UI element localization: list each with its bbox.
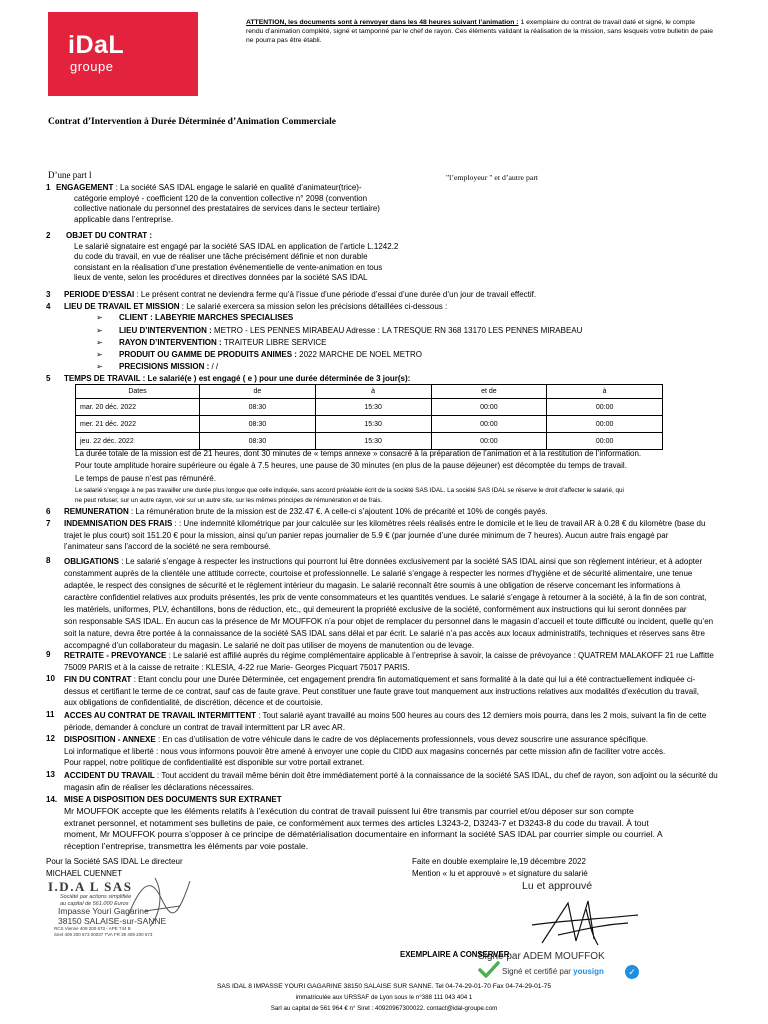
section-text: : Le salarié s’engage à respecter les instructions qui pourront lui être données exclusivement par la société SAS IDAL ainsi que son règlement intérieur, et à adopter bbox=[118, 557, 703, 566]
table-cell: 15:30 bbox=[315, 416, 431, 433]
stamp-registration: RCS Vienne 409 200 673 - APE 744 B bbox=[54, 926, 131, 931]
section-text: : Le salarié est affilié auprès du régime complémentaire applicable à l’entreprise à savoir, la caisse de prévoyance : QUATREM MALAKOFF 21 rue Laffitte bbox=[166, 651, 714, 660]
section-number: 7 bbox=[46, 519, 51, 528]
section-text: applicable dans l’entreprise. bbox=[74, 214, 174, 224]
section-number: 4 bbox=[46, 302, 51, 311]
certified-block bbox=[502, 967, 604, 978]
section-number: 5 bbox=[46, 374, 51, 383]
stamp-text: au capital de 561.000 Euros bbox=[60, 900, 129, 907]
table-cell: 15:30 bbox=[315, 433, 431, 450]
section-number: 6 bbox=[46, 507, 51, 516]
logo-text: iDaL bbox=[68, 31, 125, 59]
table-cell: 00:00 bbox=[547, 416, 663, 433]
section-heading: MISE A DISPOSITION DES DOCUMENTS SUR EXTRANET bbox=[64, 795, 282, 804]
section-text: moment, Mr MOUFFOK pourra s’opposer à ce principe de dématérialisation documentaire en informant la société SAS IDAL par courrier simple ou courriel. A bbox=[64, 829, 663, 839]
section-heading: DISPOSITION - ANNEXE bbox=[64, 735, 156, 744]
detail-label: PRECISIONS MISSION : bbox=[119, 362, 210, 371]
section-text: caractère confidentiel relatives aux produits présentés, les prix de vente consommateurs et les quantités vendues. Le salarié s’engage à retourner à la société, à la fin de son contrat, bbox=[64, 593, 707, 602]
table-cell: 00:00 bbox=[547, 433, 663, 450]
table-cell: 00:00 bbox=[431, 433, 547, 450]
section-heading: RETRAITE - PREVOYANCE bbox=[64, 651, 167, 660]
approved-text: Lu et approuvé bbox=[522, 880, 593, 892]
section-heading: OBLIGATIONS bbox=[64, 557, 119, 566]
column-header: à bbox=[547, 385, 663, 399]
section-heading: ACCIDENT DU TRAVAIL bbox=[64, 771, 155, 780]
detail-value: METRO - LES PENNES MIRABEAU Adresse : LA TRESQUE RN 368 13170 LES PENNES MIRABEAU bbox=[213, 326, 583, 335]
table-cell: 08:30 bbox=[200, 416, 316, 433]
table-cell: 00:00 bbox=[431, 416, 547, 433]
section-text: : La société SAS IDAL engage le salarié en qualité d’animateur(trice)- bbox=[113, 183, 362, 192]
section-text: collective nationale du personnel des prestataires de services dans le secteur tertiaire) bbox=[74, 204, 380, 213]
section-text: dessus et certifiant le terme de ce contrat, sauf cas de faute grave. Peut constituer une faute grave tout manquement aux instructions relatives aux modalités d’exécution du travail, bbox=[64, 686, 700, 696]
section-text: 75009 PARIS et à la caisse de retraite : KLESIA, 4-22 rue Marie- Georges Picquart 75017 PARIS. bbox=[64, 663, 410, 672]
section-text: catégorie employé - coefficient 120 de la convention collective n° 2098 (convention bbox=[74, 193, 368, 203]
section-number: 8 bbox=[46, 556, 51, 565]
section-text: : Tout accident du travail même bénin doit être immédiatement porté à la connaissance de la société SAS IDAL, du chef de rayon, son adjoint ou la sécurité du bbox=[154, 771, 718, 780]
table-cell: 08:30 bbox=[200, 433, 316, 450]
section-text: Loi informatique et liberté : nous vous informons pouvoir être amené à envoyer une copie du CIDD aux magasins concernés par cette mission afin de faciliter votre accès. bbox=[64, 746, 666, 756]
section-text: : Tout salarié ayant travaillé au moins 500 heures au cours des 12 derniers mois pourra, dans les 2 mois, suivant la fin de cette bbox=[256, 711, 707, 720]
check-icon bbox=[478, 961, 500, 979]
section-heading: PERIODE D’ESSAI bbox=[64, 290, 135, 299]
table-row bbox=[76, 399, 663, 416]
table-cell: 15:30 bbox=[315, 399, 431, 416]
arrow-bullet-icon: ➢ bbox=[96, 362, 103, 371]
section-number: 2 bbox=[46, 231, 51, 240]
party-two: "l’employeur " et d’autre part bbox=[446, 173, 539, 182]
notice-text: 1 exemplaire du contrat de travail daté et signé, le compte rendu d’animation complété, signé et tamponné par le chef de rayon. Ces éléments validant la réalisation de la mission, sans lesquels votre bulletin de paie ne pourra pas être établi. bbox=[246, 19, 713, 44]
footer-address: SAS IDAL 8 IMPASSE YOURI GAGARINE 38150 SALAISE SUR SANNE. Tel 04-74-29-01-70 Fax 04-74-29-01-75 bbox=[217, 983, 551, 990]
employee-signoff bbox=[412, 856, 588, 880]
section-number: 12 bbox=[46, 734, 55, 743]
section-text: aux obligations de confidentialité, de discrétion, décence et de courtoisie. bbox=[64, 698, 323, 707]
table-header-row bbox=[76, 385, 663, 399]
table-row bbox=[76, 416, 663, 433]
table-cell: 08:30 bbox=[200, 399, 316, 416]
section-text: : La rémunération brute de la mission est de 232.47 €. A celle-ci s’ajoutent 10% de précarité et 10% de congés payés. bbox=[128, 507, 548, 516]
section-number: 3 bbox=[46, 290, 51, 299]
assignment-text: ne peut refuser, sur un autre rayon, voir sur un autre site, sur les mêmes principes de rémunération et de frais. bbox=[75, 497, 383, 504]
section-text: magasin afin de réaliser les déclarations nécessaires. bbox=[64, 782, 254, 792]
table-cell: mar. 20 déc. 2022 bbox=[76, 399, 200, 416]
schedule-table bbox=[75, 384, 663, 450]
section-text: consistant en la réalisation d’une prestation événementielle de vente-animation en tous bbox=[74, 262, 383, 272]
footer-capital: Sarl au capital de 561 964 € n° Siret : 40920967300022. contact@idal-groupe.com bbox=[270, 1005, 498, 1012]
stamp-text: Société par actions simplifiée bbox=[60, 894, 132, 900]
return-notice bbox=[246, 18, 714, 45]
section-text: : Le présent contrat ne deviendra ferme qu’à l’issue d’une période d’essai d’une durée d’un jour de travail effectif. bbox=[134, 290, 537, 299]
table-cell: 00:00 bbox=[547, 399, 663, 416]
document-title: Contrat d’Intervention à Durée Déterminée d’Animation Commerciale bbox=[48, 117, 336, 127]
section-heading: LIEU DE TRAVAIL ET MISSION bbox=[64, 302, 180, 311]
mission-duration-text: La durée totale de la mission est de 21 heures, dont 30 minutes de « temps annexe » consacré à la préparation de l’animation et à la restitution de l’information. bbox=[75, 449, 642, 458]
footer-registration: immatriculée aux URSSAF de Lyon sous le n°388 111 043 404 1 bbox=[295, 994, 473, 1001]
detail-value: / / bbox=[209, 362, 219, 371]
section-heading: OBJET DU CONTRAT : bbox=[66, 231, 153, 240]
certified-text: Signé et certifié par bbox=[502, 967, 571, 976]
section-text: : Etant conclu pour une Durée Déterminée, cet engagement prendra fin automatiquement et sans formalité à la date qui lui a été contractuellement indiquée ci- bbox=[131, 675, 696, 684]
section-number: 13 bbox=[46, 770, 55, 779]
section-text: : Le salarié exercera sa mission selon les précisions détaillées ci-dessous : bbox=[179, 302, 448, 311]
party-one: D’une part l bbox=[48, 170, 92, 180]
section-text: constamment auprès de la clientèle une attitude correcte, courtoise et professionnelle. Le salarié s’engage à respecter les normes d’hygiène et de sécurité alimentaire, une tenue bbox=[64, 569, 693, 578]
signed-by-text: Signé par ADEM MOUFFOK bbox=[478, 951, 605, 962]
signoff-date: Faite en double exemplaire le,19 décembre 2022 bbox=[412, 857, 586, 866]
detail-value: LABEYRIE MARCHES SPECIALISES bbox=[155, 313, 294, 322]
section-heading: ENGAGEMENT bbox=[56, 183, 114, 192]
section-text: son responsable SAS IDAL. En aucun cas la présence de Mr MOUFFOK n’a pour objet de remplacer du personnel dans le magasin d’accueil et toute difficulté ou incident, quelle qu’en bbox=[64, 617, 714, 626]
detail-value: TRAITEUR LIBRE SERVICE bbox=[223, 338, 327, 347]
section-heading: TEMPS DE TRAVAIL : Le salarié(e ) est engagé ( e ) pour une durée déterminée de 3 jour(s): bbox=[64, 374, 411, 383]
column-header: Dates bbox=[76, 385, 200, 399]
yousign-logo-icon: ✓ bbox=[625, 965, 639, 979]
arrow-bullet-icon: ➢ bbox=[96, 313, 103, 322]
stamp-registration: Siret 409 200 673 00037 TVA FR 39 409 200 673 bbox=[54, 931, 153, 937]
stamp-company: I.D.A L SAS bbox=[48, 879, 133, 894]
table-cell: mer. 21 déc. 2022 bbox=[76, 416, 200, 433]
section-number: 9 bbox=[46, 650, 51, 659]
detail-value: 2022 MARCHE DE NOEL METRO bbox=[299, 350, 422, 359]
section-text: Mr MOUFFOK accepte que les éléments relatifs à l’exécution du contrat de travail puissent lui être transmis par courriel et/ou déposer sur son compte bbox=[64, 806, 634, 816]
logo-subtext: groupe bbox=[70, 59, 114, 74]
section-text: trajet le plus court) soit 151.20 € pour la mission, ainsi qu’un panier repas journalier de 5.9 € (par journée d’une durée minimum de 7 heures). Aucun autre frais engagé par bbox=[64, 531, 669, 540]
column-header: et de bbox=[431, 385, 547, 399]
section-text: réception l’entreprise, transmettra les éléments par voie postale. bbox=[64, 840, 309, 851]
copy-label: EXEMPLAIRE A CONSERVER bbox=[400, 950, 510, 959]
section-text: Pour rappel, notre politique de confidentialité est disponible sur votre portail extranet. bbox=[64, 758, 365, 767]
section-text: accompagné d’un collaborateur du magasin. Le salarié ne doit pas utiliser de moyens de manutention ou de levage. bbox=[64, 641, 475, 650]
director-signature-icon bbox=[120, 866, 200, 936]
assignment-text: Le salarié s’engage à ne pas travailler une durée plus longue que celle indiquée, sans accord préalable écrit de la société SAS IDAL. La société SAS IDAL se réserve le droit d’affecter le salarié, qui bbox=[75, 487, 624, 494]
detail-label: PRODUIT OU GAMME DE PRODUITS ANIMES : bbox=[119, 350, 300, 359]
detail-label: RAYON D’INTERVENTION : bbox=[119, 338, 224, 347]
stamp-city: 38150 SALAISE-sur-SANNE bbox=[58, 915, 167, 926]
section-text: période, demander à conclure un contrat de travail intermittent par LR avec AR. bbox=[64, 722, 346, 732]
signoff-name: MICHAEL CUENNET bbox=[46, 869, 123, 878]
stamp-address: Impasse Youri Gagarine bbox=[58, 906, 149, 916]
detail-label: CLIENT : bbox=[119, 313, 155, 322]
section-heading: ACCES AU CONTRAT DE TRAVAIL INTERMITTENT bbox=[64, 711, 256, 720]
section-text: les matériels, uniformes, PLV, échantillons, bons de réduction, etc., qui demeurent la propriété exclusive de la société, conformément aux instructions qui lui seront données par bbox=[64, 605, 687, 614]
section-text: Le salarié signataire est engagé par la société SAS IDAL en application de l’article L.1242.2 bbox=[74, 241, 399, 251]
table-row bbox=[76, 433, 663, 450]
section-text: : : Une indemnité kilométrique par jour calculée sur les kilomètres réels réalisés entre le domicile et le lieu de travail AR à 0.28 € du kilomètre (base du bbox=[172, 519, 706, 528]
section-number: 11 bbox=[46, 710, 55, 719]
signoff-role: Pour la Société SAS IDAL Le directeur bbox=[46, 857, 183, 866]
yousign-brand: yousign bbox=[573, 967, 604, 976]
section-text: l’animateur sans l’accord de la société ne sera remboursé. bbox=[64, 541, 271, 551]
section-text: adaptée, le respect des consignes de sécurité et le règlement intérieur du magasin. Le salarié reconnaît être soumis à une obligation de réserve concernant les informations à bbox=[64, 581, 681, 590]
section-number: 14. bbox=[46, 795, 58, 804]
table-cell: 00:00 bbox=[431, 399, 547, 416]
section-heading: FIN DU CONTRAT bbox=[64, 675, 132, 684]
pause-unpaid-text: Le temps de pause n’est pas rémunéré. bbox=[75, 474, 216, 483]
table-cell: jeu. 22 déc. 2022 bbox=[76, 433, 200, 450]
employee-signature-icon bbox=[528, 895, 648, 949]
column-header: à bbox=[315, 385, 431, 399]
detail-label: LIEU D’INTERVENTION : bbox=[119, 326, 214, 335]
section-text: lieux de vente, selon les procédures et directives données par la société SAS IDAL bbox=[74, 273, 368, 282]
arrow-bullet-icon: ➢ bbox=[96, 338, 103, 347]
column-header: de bbox=[200, 385, 316, 399]
section-heading: INDEMNISATION DES FRAIS bbox=[64, 519, 173, 528]
section-text: : En cas d’utilisation de votre véhicule dans le cadre de vos déplacements professionnels, vous devez souscrire une assurance spécifique. bbox=[155, 735, 648, 744]
section-text: extranet personnel, et notamment ses bulletins de paie, ce conformément aux termes des articles L3243-2, D3243-7 et D3243-8 du code du travail. À tout bbox=[64, 817, 649, 828]
arrow-bullet-icon: ➢ bbox=[96, 350, 103, 359]
notice-bold: ATTENTION, les documents sont à renvoyer dans les 48 heures suivant l’animation : bbox=[246, 19, 519, 26]
arrow-bullet-icon: ➢ bbox=[96, 326, 103, 335]
section-heading: REMUNERATION bbox=[64, 507, 129, 516]
section-text: soit la nature, devra être portée à la connaissance de la société SAS IDAL sans délai et par écrit. Le salarié n’a pas accès aux locaux administratifs, techniques et réserves sans être bbox=[64, 629, 705, 638]
company-logo bbox=[48, 12, 198, 96]
section-number: 10 bbox=[46, 674, 55, 683]
section-number: 1 bbox=[46, 183, 51, 192]
pause-text: Pour toute amplitude horaire supérieure ou égale à 7.5 heures, une pause de 30 minutes (en plus de la pause déjeuner) est décomptée du temps de travail. bbox=[75, 461, 627, 470]
section-text: du code du travail, en vue de réaliser une tâche précisément définie et non durable bbox=[74, 252, 368, 261]
signoff-mention: Mention « lu et approuvé » et signature du salarié bbox=[412, 869, 588, 878]
